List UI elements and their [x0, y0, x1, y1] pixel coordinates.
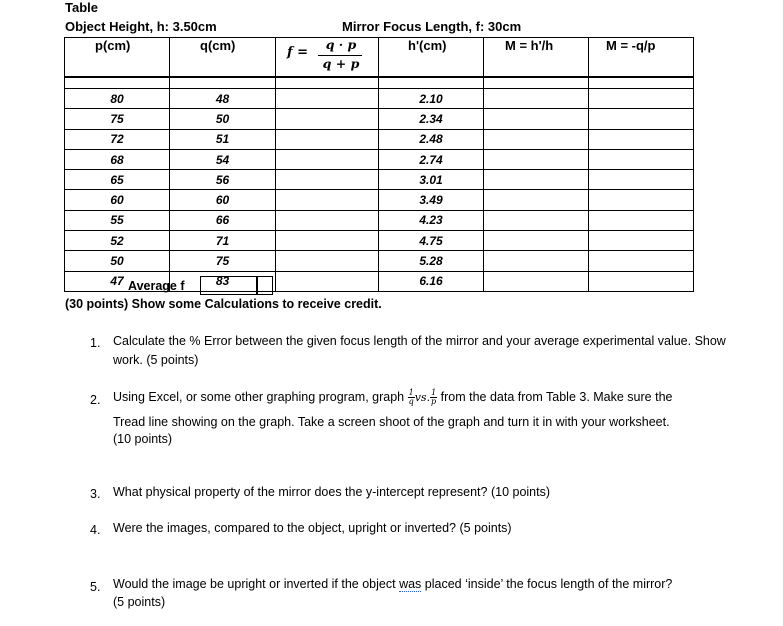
cell-f — [276, 271, 379, 291]
cell-m1 — [484, 271, 589, 291]
cell-m1 — [484, 89, 589, 109]
table-row — [65, 129, 694, 149]
question-5-number: 5. — [90, 580, 101, 594]
column-header-p: p(cm) — [95, 38, 131, 53]
cell-hprime: 2.10 — [379, 89, 484, 109]
cell-hprime: 3.49 — [379, 190, 484, 210]
table-label: Table — [65, 0, 98, 15]
column-header-m2: M = -q/p — [606, 38, 656, 53]
cell-p: 68 — [65, 149, 170, 169]
cell-hprime: 3.01 — [379, 170, 484, 190]
data-table — [64, 37, 694, 292]
object-height-label: Object Height, h: 3.50cm — [65, 19, 217, 34]
question-4-text: Were the images, compared to the object, upright or inverted? (5 points) — [113, 521, 512, 535]
cell-q: 48 — [170, 89, 276, 109]
cell-q: 66 — [170, 210, 276, 230]
formula-denominator: q + p — [322, 56, 360, 71]
table-row — [65, 231, 694, 251]
cell-f — [276, 210, 379, 230]
cell-hprime: 6.16 — [379, 271, 484, 291]
cell-f — [276, 231, 379, 251]
cell-hprime: 2.74 — [379, 149, 484, 169]
cell-q: 75 — [170, 251, 276, 271]
cell-f — [276, 89, 379, 109]
table-row — [65, 149, 694, 169]
cell-hprime: 2.34 — [379, 109, 484, 129]
question-5-line-2: (5 points) — [113, 595, 166, 609]
question-2-line-1 — [113, 388, 753, 407]
question-2-line-2: Tread line showing on the graph. Take a screen shoot of the graph and turn it in with your worksheet. — [113, 415, 670, 429]
formula-lhs: f = — [287, 45, 309, 60]
table-row — [65, 89, 694, 109]
cell-m1 — [484, 149, 589, 169]
table-row — [65, 210, 694, 230]
question-4-number: 4. — [90, 523, 101, 537]
cell-m2 — [589, 129, 694, 149]
table-row — [65, 190, 694, 210]
table-spacer-row — [65, 77, 694, 89]
column-header-q: q(cm) — [200, 38, 236, 53]
cell-p: 52 — [65, 231, 170, 251]
cell-hprime: 2.48 — [379, 129, 484, 149]
question-5-post: placed ‘inside’ the focus length of the mirror? — [424, 577, 673, 591]
cell-m1 — [484, 251, 589, 271]
question-2-post: from the data from Table 3. Make sure the — [440, 390, 673, 404]
cell-m2 — [589, 170, 694, 190]
cell-p: 72 — [65, 129, 170, 149]
cell-f — [276, 170, 379, 190]
cell-m1 — [484, 129, 589, 149]
cell-f — [276, 109, 379, 129]
question-1-text: Calculate the % Error between the given focus length of the mirror and your average experimental value. Show work. (5 points) — [113, 334, 726, 367]
cell-m2 — [589, 210, 694, 230]
question-5-pre: Would the image be upright or inverted if the object — [113, 577, 396, 591]
cell-m1 — [484, 231, 589, 251]
question-2-number: 2. — [90, 393, 101, 407]
question-5-underlined-word: was — [399, 577, 422, 591]
cell-m2 — [589, 149, 694, 169]
cell-m2 — [589, 271, 694, 291]
cell-q: 71 — [170, 231, 276, 251]
average-f-label: Average f — [128, 279, 185, 293]
frac-1-over-q: $\frac{1}{q}$ — [408, 388, 414, 407]
question-3-number: 3. — [90, 487, 101, 501]
cell-q: 54 — [170, 149, 276, 169]
cell-q: 83 — [170, 271, 276, 291]
cell-p: 65 — [65, 170, 170, 190]
cell-m1 — [484, 109, 589, 129]
cell-f — [276, 149, 379, 169]
cell-p: 47 — [65, 271, 170, 291]
table-row — [65, 170, 694, 190]
table-row — [65, 109, 694, 129]
average-f-box-small — [256, 276, 273, 295]
average-f-box — [200, 276, 258, 295]
cell-p: 75 — [65, 109, 170, 129]
table-row — [65, 251, 694, 271]
cell-m1 — [484, 170, 589, 190]
cell-p: 80 — [65, 89, 170, 109]
cell-m2 — [589, 89, 694, 109]
column-header-hprime: h'(cm) — [408, 38, 447, 53]
question-3-text: What physical property of the mirror does the y-intercept represent? (10 points) — [113, 485, 551, 499]
mirror-focus-label: Mirror Focus Length, f: 30cm — [342, 19, 522, 34]
cell-m1 — [484, 210, 589, 230]
vs-text: vs. — [414, 391, 431, 404]
cell-f — [276, 251, 379, 271]
question-1-number: 1. — [90, 336, 101, 350]
frac-1-over-p: $\frac{1}{p}$ — [431, 388, 437, 407]
cell-hprime: 5.28 — [379, 251, 484, 271]
table-header-row — [65, 38, 694, 78]
cell-m2 — [589, 251, 694, 271]
cell-p: 55 — [65, 210, 170, 230]
cell-p: 60 — [65, 190, 170, 210]
cell-m2 — [589, 109, 694, 129]
question-2-pre: Using Excel, or some other graphing program, graph — [113, 390, 405, 404]
cell-q: 56 — [170, 170, 276, 190]
cell-q: 60 — [170, 190, 276, 210]
cell-m1 — [484, 190, 589, 210]
cell-q: 51 — [170, 129, 276, 149]
cell-hprime: 4.23 — [379, 210, 484, 230]
calculations-note: (30 points) Show some Calculations to receive credit. — [65, 297, 382, 311]
cell-hprime: 4.75 — [379, 231, 484, 251]
cell-q: 50 — [170, 109, 276, 129]
question-5-line-1 — [113, 575, 763, 594]
column-header-m1: M = h'/h — [505, 38, 554, 53]
question-2-line-3: (10 points) — [113, 432, 173, 446]
cell-m2 — [589, 190, 694, 210]
cell-m2 — [589, 231, 694, 251]
cell-p: 50 — [65, 251, 170, 271]
cell-f — [276, 129, 379, 149]
cell-f — [276, 190, 379, 210]
formula-numerator: q · p — [325, 37, 357, 52]
